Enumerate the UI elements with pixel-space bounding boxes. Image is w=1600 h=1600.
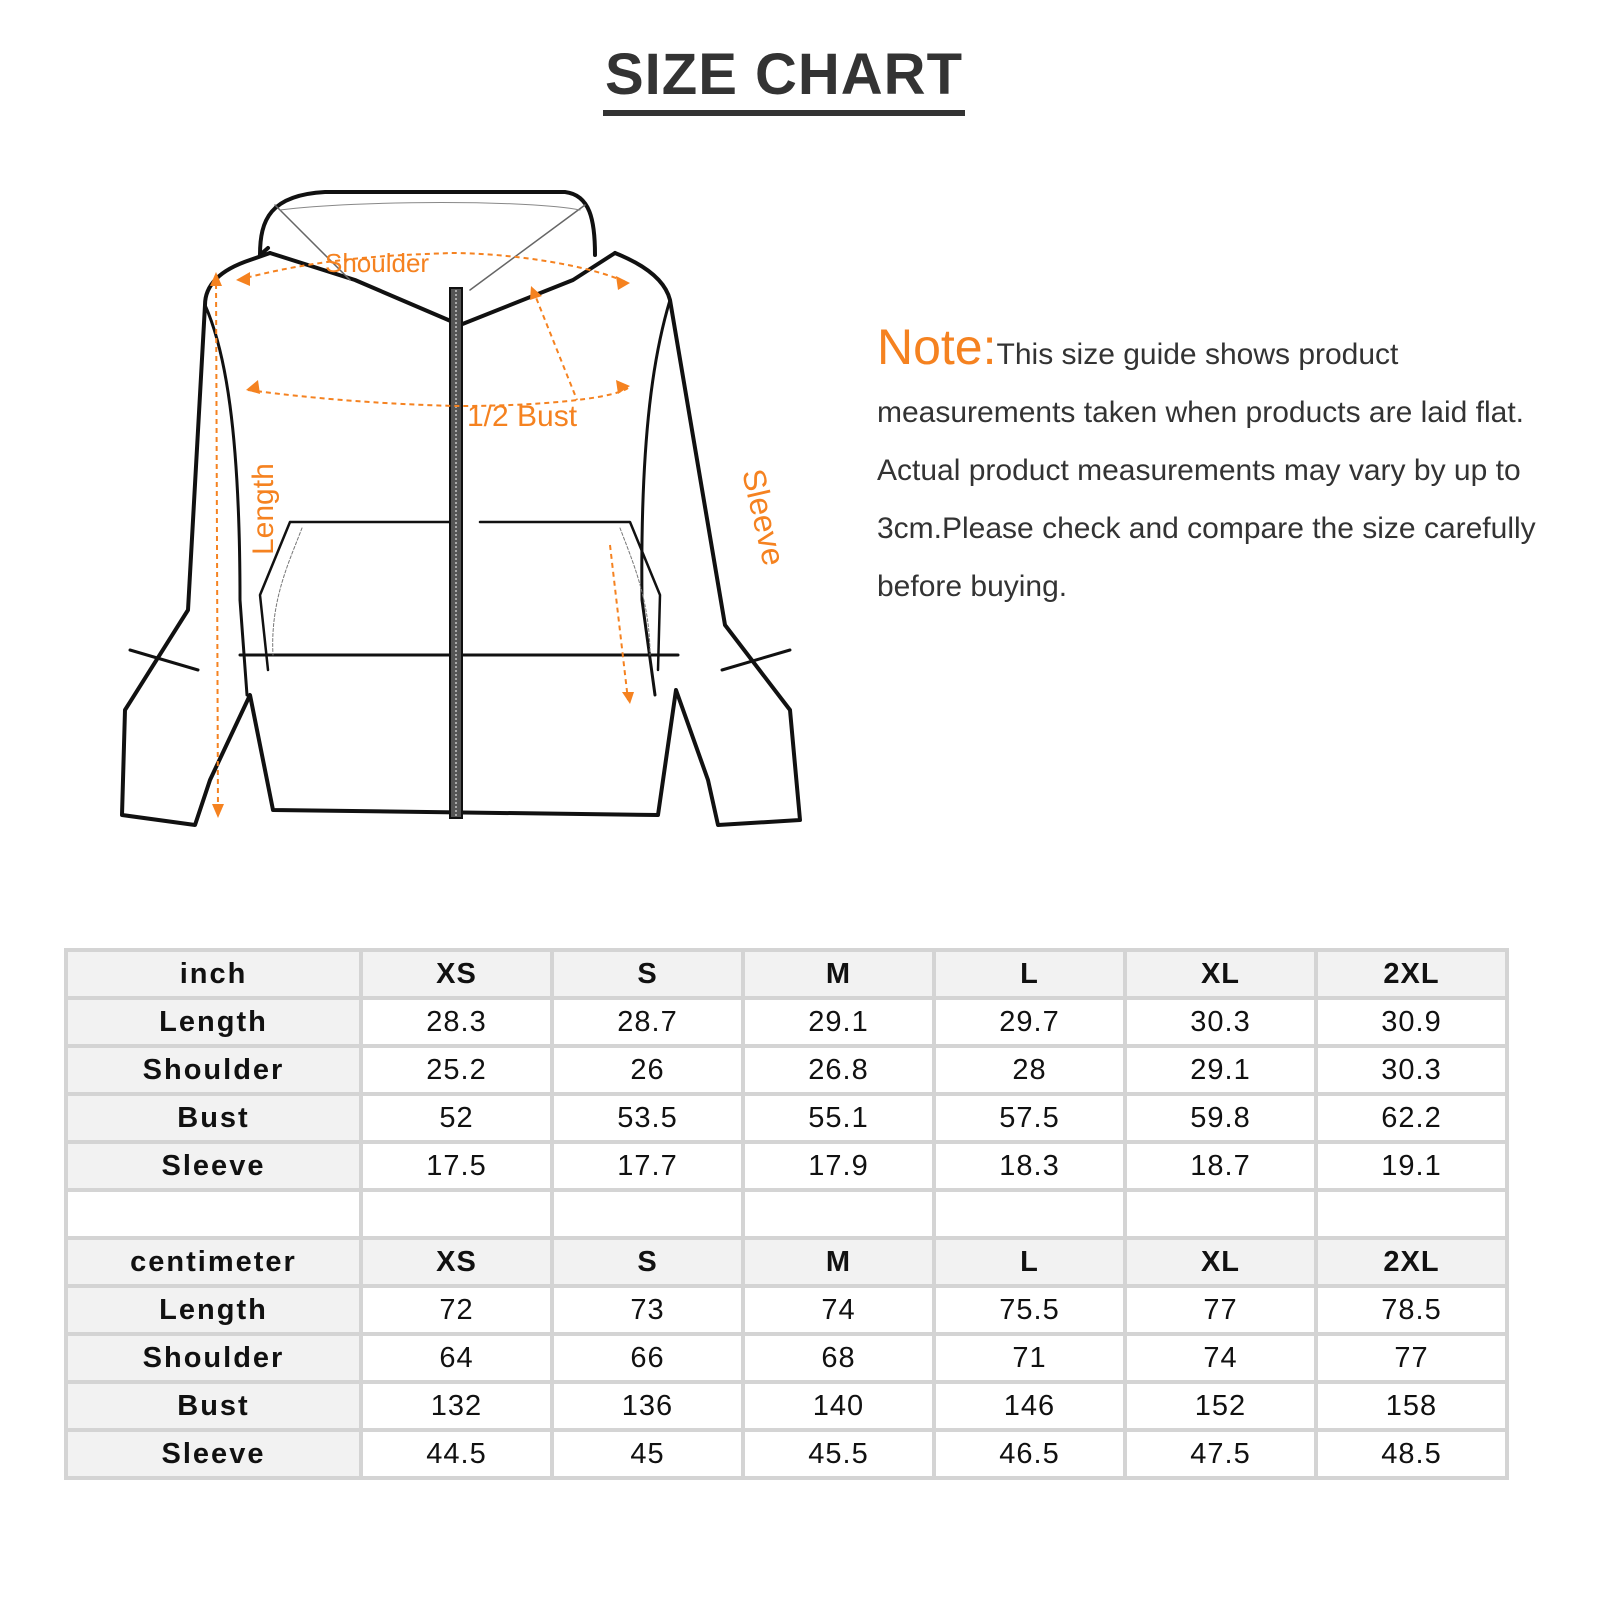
sleeve-label: Sleeve [735,465,793,569]
table-cell: 18.3 [936,1144,1123,1188]
size-note [877,318,1557,616]
row-label: Length [68,1000,359,1044]
length-line [216,275,218,815]
table-cell: 19.1 [1318,1144,1505,1188]
bust-label: 1/2 Bust [467,400,578,433]
shoulder-label: Shoulder [325,248,430,278]
table-cell: 136 [554,1384,741,1428]
unit-label: inch [68,952,359,996]
table-cell: 74 [745,1288,932,1332]
inch-header-row [68,952,1505,996]
table-cell: 17.9 [745,1144,932,1188]
table-cell: 52 [363,1096,550,1140]
row-label: Sleeve [68,1432,359,1476]
page-title [0,42,1568,116]
size-header: S [554,1240,741,1284]
table-cell: 45 [554,1432,741,1476]
table-cell: 73 [554,1288,741,1332]
table-cell: 72 [363,1288,550,1332]
table-cell: 30.9 [1318,1000,1505,1044]
table-cell: 158 [1318,1384,1505,1428]
empty-cell [554,1192,741,1236]
table-cell: 66 [554,1336,741,1380]
table-cell: 48.5 [1318,1432,1505,1476]
table-cell: 146 [936,1384,1123,1428]
row-label: Bust [68,1384,359,1428]
table-cell: 26 [554,1048,741,1092]
table-cell: 55.1 [745,1096,932,1140]
table-cell: 64 [363,1336,550,1380]
table-cell: 53.5 [554,1096,741,1140]
row-label: Sleeve [68,1144,359,1188]
table-cell: 28.7 [554,1000,741,1044]
table-cell: 30.3 [1318,1048,1505,1092]
size-header: XL [1127,1240,1314,1284]
table-cell: 132 [363,1384,550,1428]
sleeve-line-top [533,290,577,400]
empty-cell [745,1192,932,1236]
table-cell: 77 [1127,1288,1314,1332]
table-cell: 28 [936,1048,1123,1092]
size-table [64,948,1509,1480]
shoulder-line [238,253,628,283]
title-text: SIZE CHART [603,42,965,116]
table-cell: 30.3 [1127,1000,1314,1044]
table-cell: 17.7 [554,1144,741,1188]
size-header: XL [1127,952,1314,996]
table-cell: 75.5 [936,1288,1123,1332]
size-header: L [936,952,1123,996]
note-label: Note: [877,319,997,375]
table-row [68,1384,1505,1428]
size-header: L [936,1240,1123,1284]
empty-cell [1127,1192,1314,1236]
row-label: Bust [68,1096,359,1140]
empty-cell [936,1192,1123,1236]
empty-cell [1318,1192,1505,1236]
table-row [68,1048,1505,1092]
hood-outline [260,192,595,255]
empty-cell [363,1192,550,1236]
table-cell: 74 [1127,1336,1314,1380]
table-cell: 62.2 [1318,1096,1505,1140]
table-cell: 29.1 [1127,1048,1314,1092]
table-cell: 68 [745,1336,932,1380]
table-row [68,1432,1505,1476]
sleeve-line-bottom [610,545,628,700]
table-cell: 140 [745,1384,932,1428]
table-cell: 26.8 [745,1048,932,1092]
table-cell: 25.2 [363,1048,550,1092]
table-cell: 77 [1318,1336,1505,1380]
table-cell: 28.3 [363,1000,550,1044]
table-row [68,1000,1505,1044]
table-cell: 17.5 [363,1144,550,1188]
table-row [68,1288,1505,1332]
table-row [68,1144,1505,1188]
length-label: Length [247,463,280,555]
cm-header-row [68,1240,1505,1284]
spacer-row [68,1192,1505,1236]
size-header: M [745,952,932,996]
size-header: XS [363,1240,550,1284]
table-cell: 29.1 [745,1000,932,1044]
table-cell: 44.5 [363,1432,550,1476]
table-row [68,1336,1505,1380]
note-text: This size guide shows product measurements taken when products are laid flat. Actual product measurements may vary by up to 3cm.Please check and compare the size carefully before buying. [877,338,1536,603]
hoodie-diagram [110,180,830,840]
table-cell: 59.8 [1127,1096,1314,1140]
table-cell: 71 [936,1336,1123,1380]
table-cell: 18.7 [1127,1144,1314,1188]
size-header: 2XL [1318,1240,1505,1284]
table-cell: 29.7 [936,1000,1123,1044]
table-cell: 152 [1127,1384,1314,1428]
table-cell: 57.5 [936,1096,1123,1140]
row-label: Length [68,1288,359,1332]
table-row [68,1096,1505,1140]
table-cell: 45.5 [745,1432,932,1476]
row-label: Shoulder [68,1048,359,1092]
empty-cell [68,1192,359,1236]
table-cell: 78.5 [1318,1288,1505,1332]
table-cell: 46.5 [936,1432,1123,1476]
row-label: Shoulder [68,1336,359,1380]
size-header: S [554,952,741,996]
size-header: 2XL [1318,952,1505,996]
size-header: M [745,1240,932,1284]
table-cell: 47.5 [1127,1432,1314,1476]
unit-label: centimeter [68,1240,359,1284]
size-header: XS [363,952,550,996]
